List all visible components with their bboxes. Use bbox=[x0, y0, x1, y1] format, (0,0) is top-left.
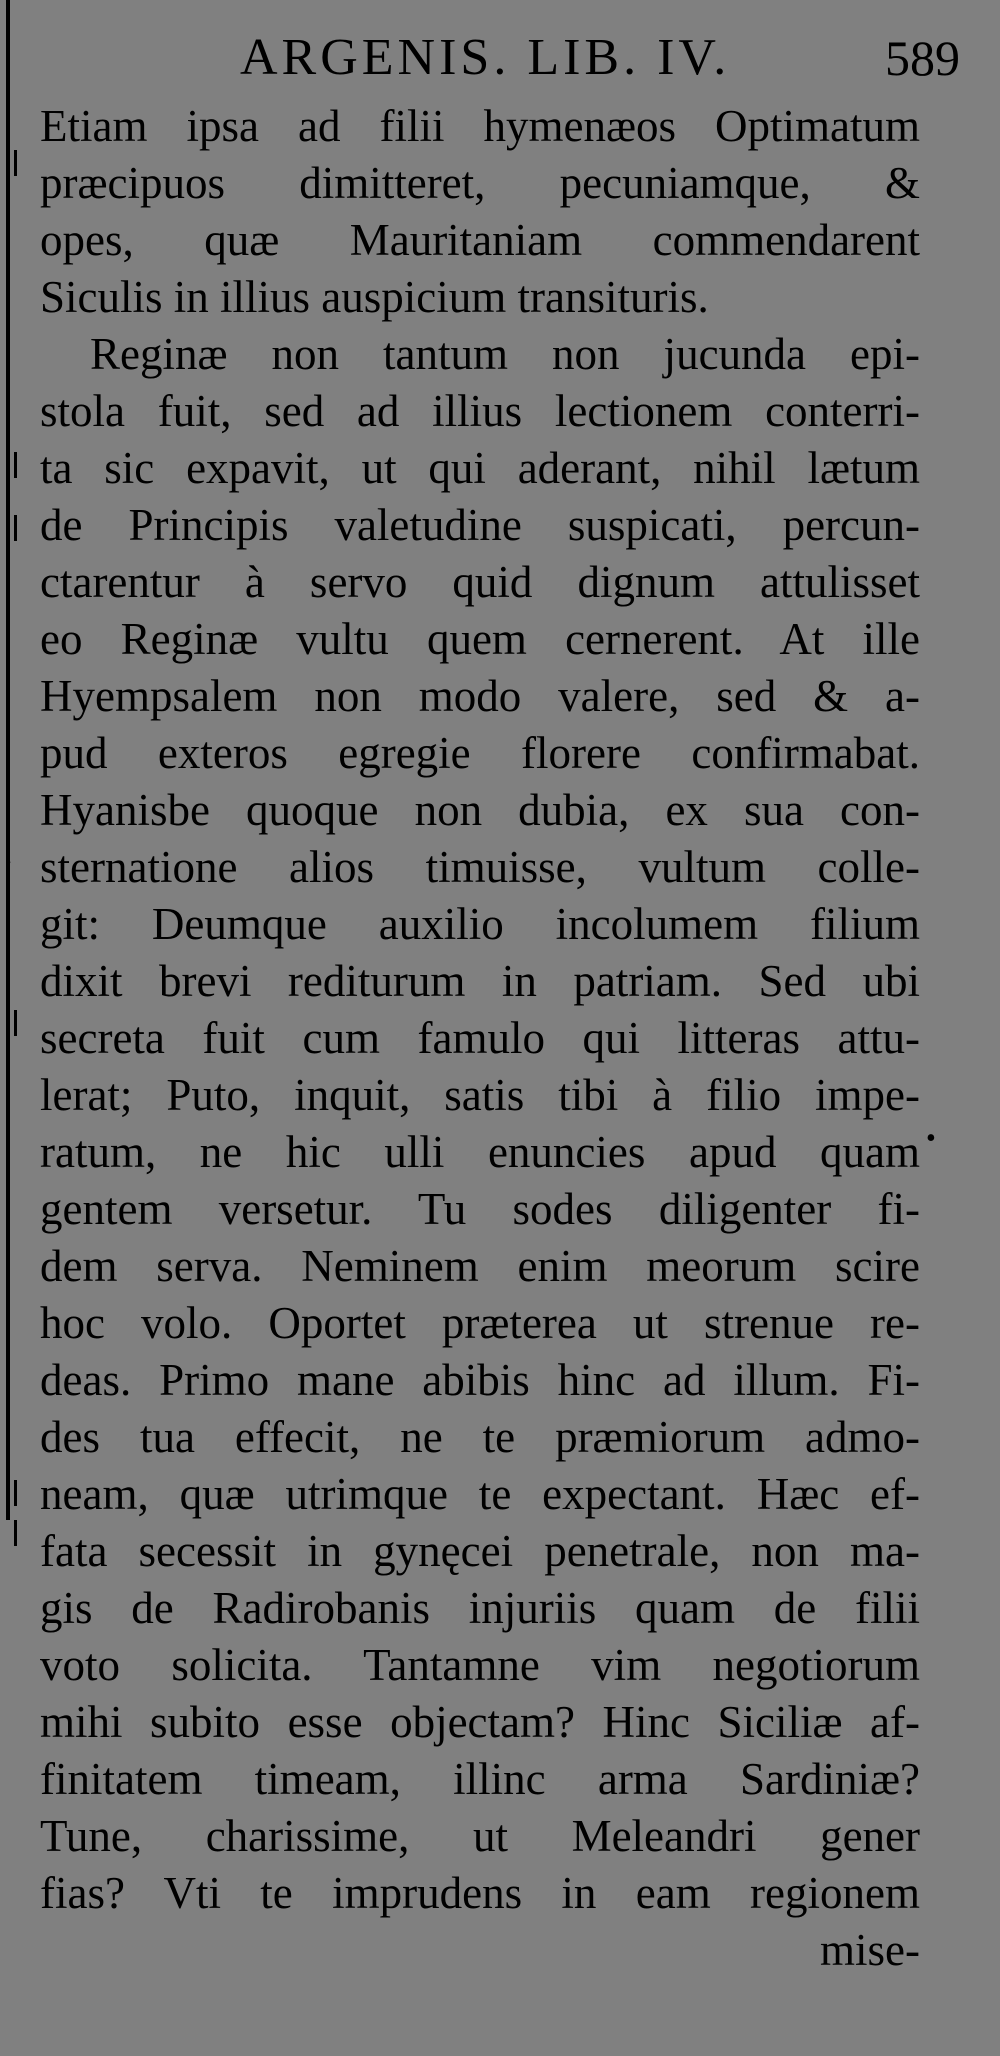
text-line: eo Reginæ vultu quem cernerent. At ille bbox=[40, 614, 920, 664]
text-line: Hyempsalem non modo valere, sed & a- bbox=[40, 671, 920, 721]
text-line: ta sic expavit, ut qui aderant, nihil lætum bbox=[40, 443, 920, 493]
margin-dot-left: · bbox=[4, 848, 14, 879]
margin-mark bbox=[14, 1520, 17, 1546]
body-text bbox=[40, 98, 920, 1979]
text-line: voto solicita. Tantamne vim negotiorum bbox=[40, 1640, 920, 1690]
text-line: Siculis in illius auspicium transituris. bbox=[40, 272, 709, 322]
margin-mark bbox=[14, 452, 17, 478]
text-line: des tua effecit, ne te præmiorum admo- bbox=[40, 1412, 920, 1462]
text-line: finitatem timeam, illinc arma Sardiniæ? bbox=[40, 1754, 920, 1804]
text-line: git: Deumque auxilio incolumem filium bbox=[40, 899, 920, 949]
margin-mark bbox=[14, 1480, 17, 1506]
text-line: fias? Vti te imprudens in eam regionem bbox=[40, 1868, 920, 1918]
text-line: dem serva. Neminem enim meorum scire bbox=[40, 1241, 920, 1291]
text-line: dixit brevi rediturum in patriam. Sed ubi bbox=[40, 956, 920, 1006]
text-line: præcipuos dimitteret, pecuniamque, & bbox=[40, 158, 920, 208]
margin-mark bbox=[14, 515, 17, 541]
margin-mark bbox=[14, 1010, 17, 1036]
text-line: de Principis valetudine suspicati, percun- bbox=[40, 500, 920, 550]
text-line: deas. Primo mane abibis hinc ad illum. Fi- bbox=[40, 1355, 920, 1405]
catchword: mise- bbox=[820, 1925, 920, 1975]
text-line: secreta fuit cum famulo qui litteras attu- bbox=[40, 1013, 920, 1063]
text-line: gis de Radirobanis injuriis quam de filii bbox=[40, 1583, 920, 1633]
text-line: ratum, ne hic ulli enuncies apud quam bbox=[40, 1127, 920, 1177]
text-line: hoc volo. Oportet præterea ut strenue re- bbox=[40, 1298, 920, 1348]
page-header bbox=[40, 22, 960, 92]
page-edge-rule bbox=[6, 0, 10, 1520]
text-line: sternatione alios timuisse, vultum colle- bbox=[40, 842, 920, 892]
running-head: ARGENIS. LIB. IV. bbox=[240, 29, 731, 86]
text-line: neam, quæ utrimque te expectant. Hæc ef- bbox=[40, 1469, 920, 1519]
paragraph-start-line: Reginæ non tantum non jucunda epi- bbox=[90, 329, 920, 379]
text-line: Hyanisbe quoque non dubia, ex sua con- bbox=[40, 785, 920, 835]
text-line: stola fuit, sed ad illius lectionem conterri- bbox=[40, 386, 920, 436]
text-line: Etiam ipsa ad filii hymenæos Optimatum bbox=[40, 101, 920, 151]
text-line: gentem versetur. Tu sodes diligenter fi- bbox=[40, 1184, 920, 1234]
text-line: fata secessit in gynęcei penetrale, non ma- bbox=[40, 1526, 920, 1576]
margin-dot-right: • bbox=[926, 1123, 936, 1154]
text-line: Tune, charissime, ut Meleandri gener bbox=[40, 1811, 920, 1861]
page-number: 589 bbox=[885, 30, 960, 86]
text-line: ctarentur à servo quid dignum attulisset bbox=[40, 557, 920, 607]
text-line: mihi subito esse objectam? Hinc Siciliæ af- bbox=[40, 1697, 920, 1747]
text-line: opes, quæ Mauritaniam commendarent bbox=[40, 215, 920, 265]
margin-mark bbox=[14, 150, 17, 176]
text-line: pud exteros egregie florere confirmabat. bbox=[40, 728, 920, 778]
text-line: lerat; Puto, inquit, satis tibi à filio impe- bbox=[40, 1070, 920, 1120]
